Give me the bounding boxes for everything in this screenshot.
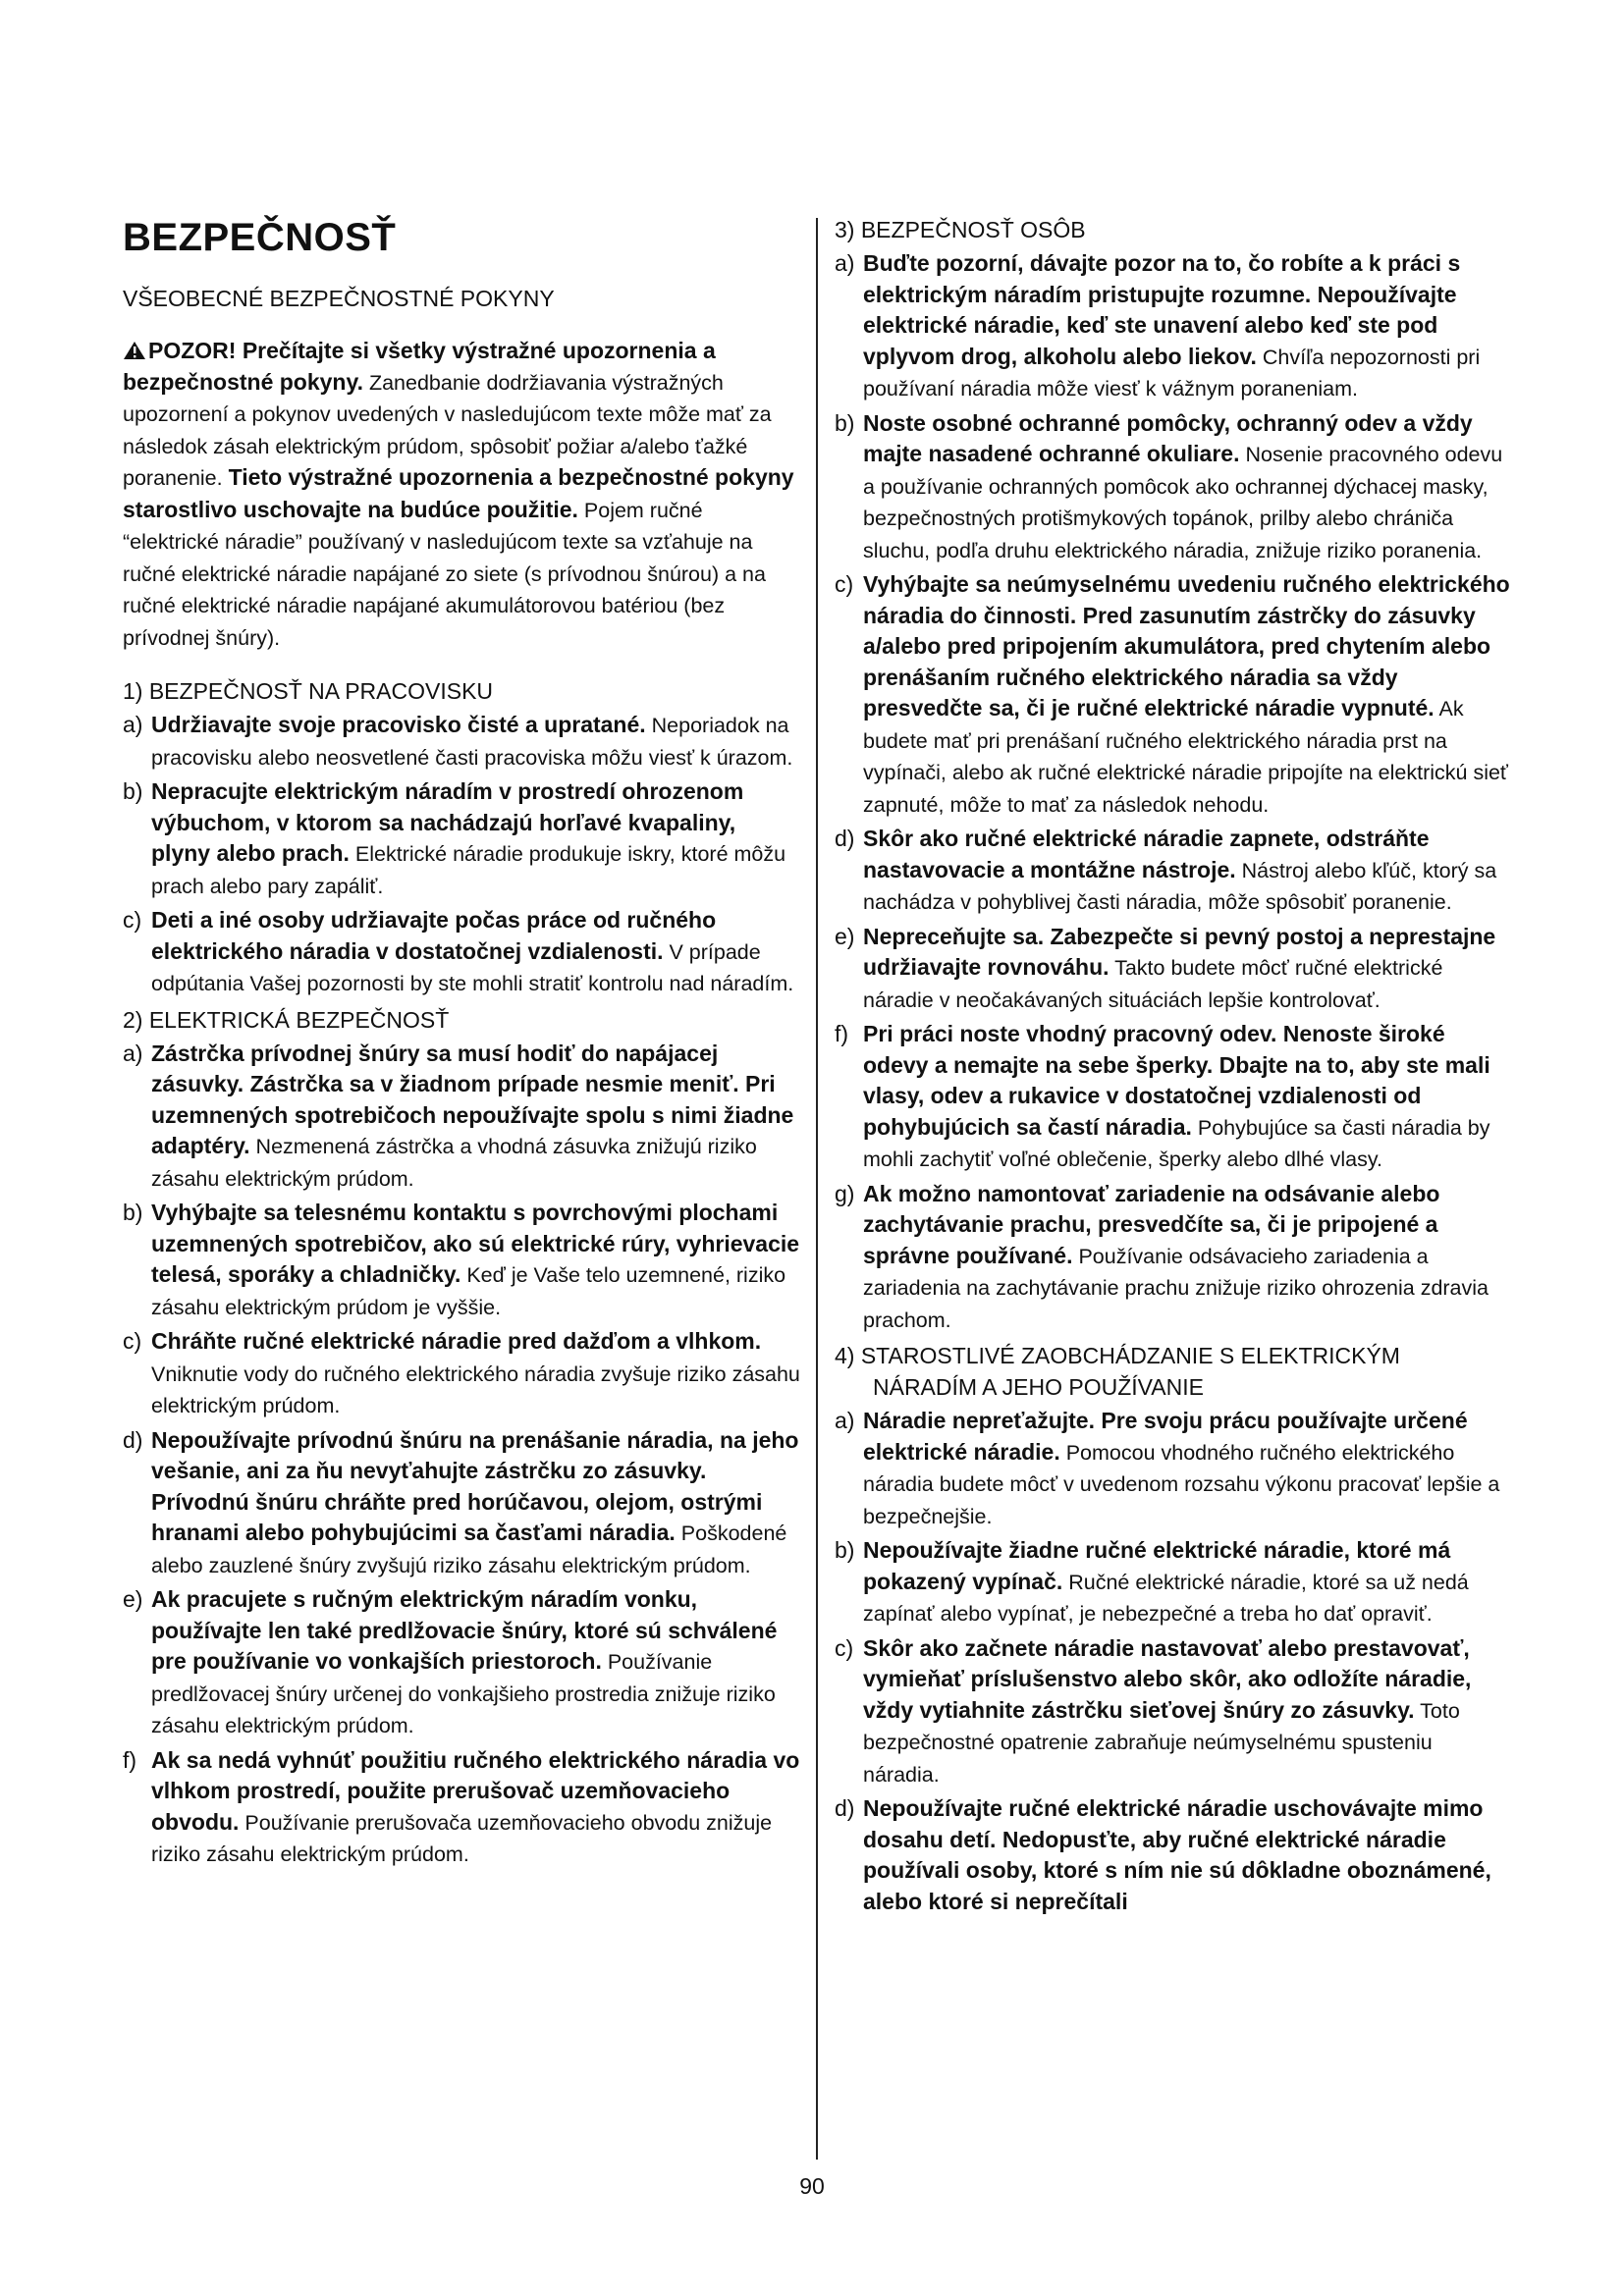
item-marker: f) [123,1746,137,1773]
list-item [123,905,800,1000]
list-item [835,408,1512,567]
list-item [835,824,1512,919]
item-marker: d) [835,826,855,851]
item-text: Elektrické náradie produkuje iskry, ktoré môžu prach alebo pary zapáliť. [151,842,786,898]
item-marker: c) [123,907,142,933]
item-marker: f) [835,1021,849,1046]
item-marker: b) [123,1200,143,1225]
intro-text-1: Zanedbanie dodržiavania výstražných upozornení a pokynov uvedených v nasledujúcom texte môže mať za následok zásah elektrickým prúdom, spôsobiť požiar a/alebo ťažké poranenie. [123,370,772,490]
item-bold: Zástrčka prívodnej šnúry sa musí hodiť do napájacej zásuvky. Zástrčka sa v žiadnom prípade nesmie meniť. Pri uzemnených spotrebičoch nepoužívajte spolu s nimi žiadne adaptéry. [151,1040,794,1158]
item-text: Pomocou vhodného ručného elektrického náradia budete môcť v uvedenom rozsahu výkonu pracovať lepšie a bezpečnejšie. [863,1440,1500,1528]
intro-keep-bold: Tieto výstražné upozornenia a bezpečnostné pokyny starostlivo uschovajte na budúce použitie. [123,464,794,522]
item-text: Chvíľa nepozornosti pri používaní náradia môže viesť k vážnym poraneniam. [863,345,1481,400]
section-4-heading-line1: 4) STAROSTLIVÉ ZAOBCHÁDZANIE S ELEKTRICKÝM [835,1343,1400,1368]
section-4-heading-line2: NÁRADÍM A JEHO POUŽÍVANIE [873,1374,1204,1400]
item-marker: c) [835,1634,854,1661]
list-item [123,776,800,902]
item-marker: e) [123,1586,143,1612]
item-marker: b) [835,1537,855,1563]
list-item [123,1198,800,1323]
item-marker: b) [123,778,143,804]
item-marker: d) [123,1426,143,1453]
list-item [123,1584,800,1742]
item-bold: Ak pracujete s ručným elektrickým náradím vonku, používajte len také predlžovacie šnúry, ktoré sú schválené pre používanie vo vonkajších priestoroch. [151,1586,778,1674]
section-3-heading: 3) BEZPEČNOSŤ OSÔB [835,217,1086,242]
item-bold: Nepreceňujte sa. Zabezpečte si pevný postoj a neprestajne udržiavajte rovnováhu. [863,923,1496,980]
column-divider [816,218,818,2160]
item-text: Nezmenená zástrčka a vhodná zásuvka znižujú riziko zásahu elektrickým prúdom. [151,1135,757,1191]
item-bold: Skôr ako začnete náradie nastavovať alebo prestavovať, vymieňať príslušenstvo alebo skôr, ako odložíte náradie, vždy vytiahnite zástrčku sieťovej šnúry zo zásuvky. [863,1634,1472,1723]
item-text: Používanie odsávacieho zariadenia a zariadenia na zachytávanie prachu znižuje riziko ohrozenia zdravia prachom. [863,1244,1489,1332]
right-column [835,214,1512,1918]
item-bold: Nepoužívajte ručné elektrické náradie uschovávajte mimo dosahu detí. Nedopusťte, aby ručné elektrické náradie používali osoby, ktoré s ním nie sú dôkladne oboznámené, alebo ktoré si neprečítali [863,1795,1491,1914]
list-item [123,710,800,774]
item-text: Používanie predlžovacej šnúry určenej do vonkajšieho prostredia znižuje riziko zásahu elektrickým prúdom. [151,1650,776,1737]
item-bold: Deti a iné osoby udržiavajte počas práce od ručného elektrického náradia v dostatočnej vzdialenosti. [151,907,717,964]
item-text: Ak budete mať pri prenášaní ručného elektrického náradia prst na vypínači, alebo ak ručné elektrické náradie pripojíte na elektrickú sieť zapnuté, môže to mať za následok nehodu. [863,697,1508,817]
item-text: Vniknutie vody do ručného elektrického náradia zvyšuje riziko zásahu elektrickým prúdom. [151,1362,800,1417]
item-text: Toto bezpečnostné opatrenie zabraňuje neúmyselnému spusteniu náradia. [863,1698,1460,1787]
item-bold: Noste osobné ochranné pomôcky, ochranný odev a vždy majte nasadené ochranné okuliare. [863,409,1473,466]
left-column [123,214,800,1871]
item-text: Keď je Vaše telo uzemnené, riziko zásahu elektrickým prúdom je vyššie. [151,1263,786,1319]
item-bold: Chráňte ručné elektrické náradie pred dažďom a vlhkom. [151,1328,762,1354]
item-text: Poškodené alebo zauzlené šnúry zvyšujú riziko zásahu elektrickým prúdom. [151,1522,787,1577]
list-item [835,1019,1512,1176]
list-item [835,1793,1512,1918]
list-item [835,1179,1512,1337]
item-text: Takto budete môcť ručné elektrické náradie v neočakávaných situáciách lepšie kontrolovať. [863,956,1443,1012]
item-bold: Ak možno namontovať zariadenie na odsávanie alebo zachytávanie prachu, presvedčíte sa, či je pripojené a správne používané. [863,1180,1440,1268]
item-bold: Pri práci noste vhodný pracovný odev. Nenoste široké odevy a nemajte na sebe šperky. Dbajte na to, aby ste mali vlasy, odev a rukavice v dostatočnej vzdialenosti od pohybujúcich sa častí náradia. [863,1021,1490,1140]
intro-text-2: Pojem ručné “elektrické náradie” používaný v nasledujúcom texte sa vzťahuje na ručné elektrické náradie napájané zo siete (s prívodnou šnúrou) a na ručné elektrické náradie napájané akumulátorovou batériou (bez prívodnej šnúry). [123,498,766,650]
item-text: Používanie prerušovača uzemňovacieho obvodu znižuje riziko zásahu elektrickým prúdom. [151,1810,773,1866]
list-item [123,1425,800,1582]
item-text: Nástroj alebo kľúč, ktorý sa nachádza v pohyblivej časti náradia, môže spôsobiť poranenie. [863,858,1497,914]
item-marker: g) [835,1180,855,1206]
list-item [835,569,1512,821]
warning-triangle-icon [123,341,146,360]
page-number: 90 [799,2173,825,2199]
item-marker: a) [835,1408,855,1433]
item-text: V prípade odpútania Vašej pozornosti by ste mohli stratiť kontrolu nad náradím. [151,939,794,995]
general-safety-subtitle: VŠEOBECNÉ BEZPEČNOSTNÉ POKYNY [123,286,555,311]
item-bold: Nepoužívajte žiadne ručné elektrické náradie, ktoré má pokazený vypínač. [863,1537,1451,1594]
item-marker: c) [123,1328,142,1354]
item-marker: b) [835,409,855,436]
list-item [123,1326,800,1422]
item-bold: Ak sa nedá vyhnúť použitiu ručného elektrického náradia vo vlhkom prostredí, použite prerušovač uzemňovacieho obvodu. [151,1746,800,1835]
intro-paragraph [123,336,800,654]
item-bold: Vyhýbajte sa neúmyselnému uvedeniu ručného elektrického náradia do činnosti. Pred zasunutím zástrčky do zásuvky a/alebo pred pripojením akumulátora, pred chytením alebo prenášaním ručného elektrického náradia sa vždy presvedčte sa, či je ručné elektrické náradie vypnuté. [863,571,1510,721]
item-bold: Vyhýbajte sa telesnému kontaktu s povrchovými plochami uzemnených spotrebičov, ako sú elektrické rúry, vyhrievacie telesá, sporáky a chladničky. [151,1200,800,1287]
section-2-heading: 2) ELEKTRICKÁ BEZPEČNOSŤ [123,1006,450,1033]
item-marker: e) [835,923,855,949]
item-text: Pohybujúce sa časti náradia by mohli zachytiť voľné oblečenie, šperky alebo dlhé vlasy. [863,1115,1490,1171]
item-marker: c) [835,571,854,597]
list-item [835,922,1512,1017]
item-text: Nosenie pracovného odevu a používanie ochranných pomôcok ako ochrannej dýchacej masky, bezpečnostných protišmykových topánok, prilby alebo chrániča sluchu, podľa druhu elektrického náradia, znižuje riziko poranenia. [863,443,1503,562]
list-item [835,1406,1512,1532]
list-item [123,1745,800,1871]
item-bold: Nepracujte elektrickým náradím v prostredí ohrozenom výbuchom, v ktorom sa nachádzajú horľavé kvapaliny, plyny alebo prach. [151,778,744,866]
intro-warning-bold: POZOR! Prečítajte si všetky výstražné upozornenia a bezpečnostné pokyny. [123,338,716,395]
list-item [123,1039,800,1196]
item-marker: d) [835,1795,855,1821]
list-item [835,1633,1512,1791]
item-bold: Skôr ako ručné elektrické náradie zapnete, odstráňte nastavovacie a montážne nástroje. [863,826,1430,882]
item-bold: Nepoužívajte prívodnú šnúru na prenášanie náradia, na jeho vešanie, ani za ňu nevyťahujte zástrčku zo zásuvky. Prívodnú šnúru chráňte pred horúčavou, olejom, ostrými hranami alebo pohybujúcimi sa časťami náradia. [151,1426,799,1545]
item-text: Ručné elektrické náradie, ktoré sa už nedá zapínať alebo vypínať, je nebezpečné a treba ho dať opraviť. [863,1570,1469,1626]
item-bold: Náradie nepreťažujte. Pre svoju prácu používajte určené elektrické náradie. [863,1408,1468,1465]
item-marker: a) [123,712,143,737]
item-bold: Udržiavajte svoje pracovisko čisté a upratané. [151,712,646,737]
list-item [835,1535,1512,1630]
item-marker: a) [835,250,855,276]
item-bold: Buďte pozorní, dávajte pozor na to, čo robíte a k práci s elektrickým náradím pristupujte rozumne. Nepoužívajte elektrické náradie, keď ste unavení alebo keď ste pod vplyvom drog, alkoholu alebo liekov. [863,250,1461,369]
item-marker: a) [123,1040,143,1066]
page-title: BEZPEČNOSŤ [123,216,397,259]
section-1-heading: 1) BEZPEČNOSŤ NA PRACOVISKU [123,678,494,704]
list-item [835,248,1512,405]
item-text: Neporiadok na pracovisku alebo neosvetlené časti pracoviska môžu viesť k úrazom. [151,714,793,770]
section-4-heading [835,1340,1512,1403]
